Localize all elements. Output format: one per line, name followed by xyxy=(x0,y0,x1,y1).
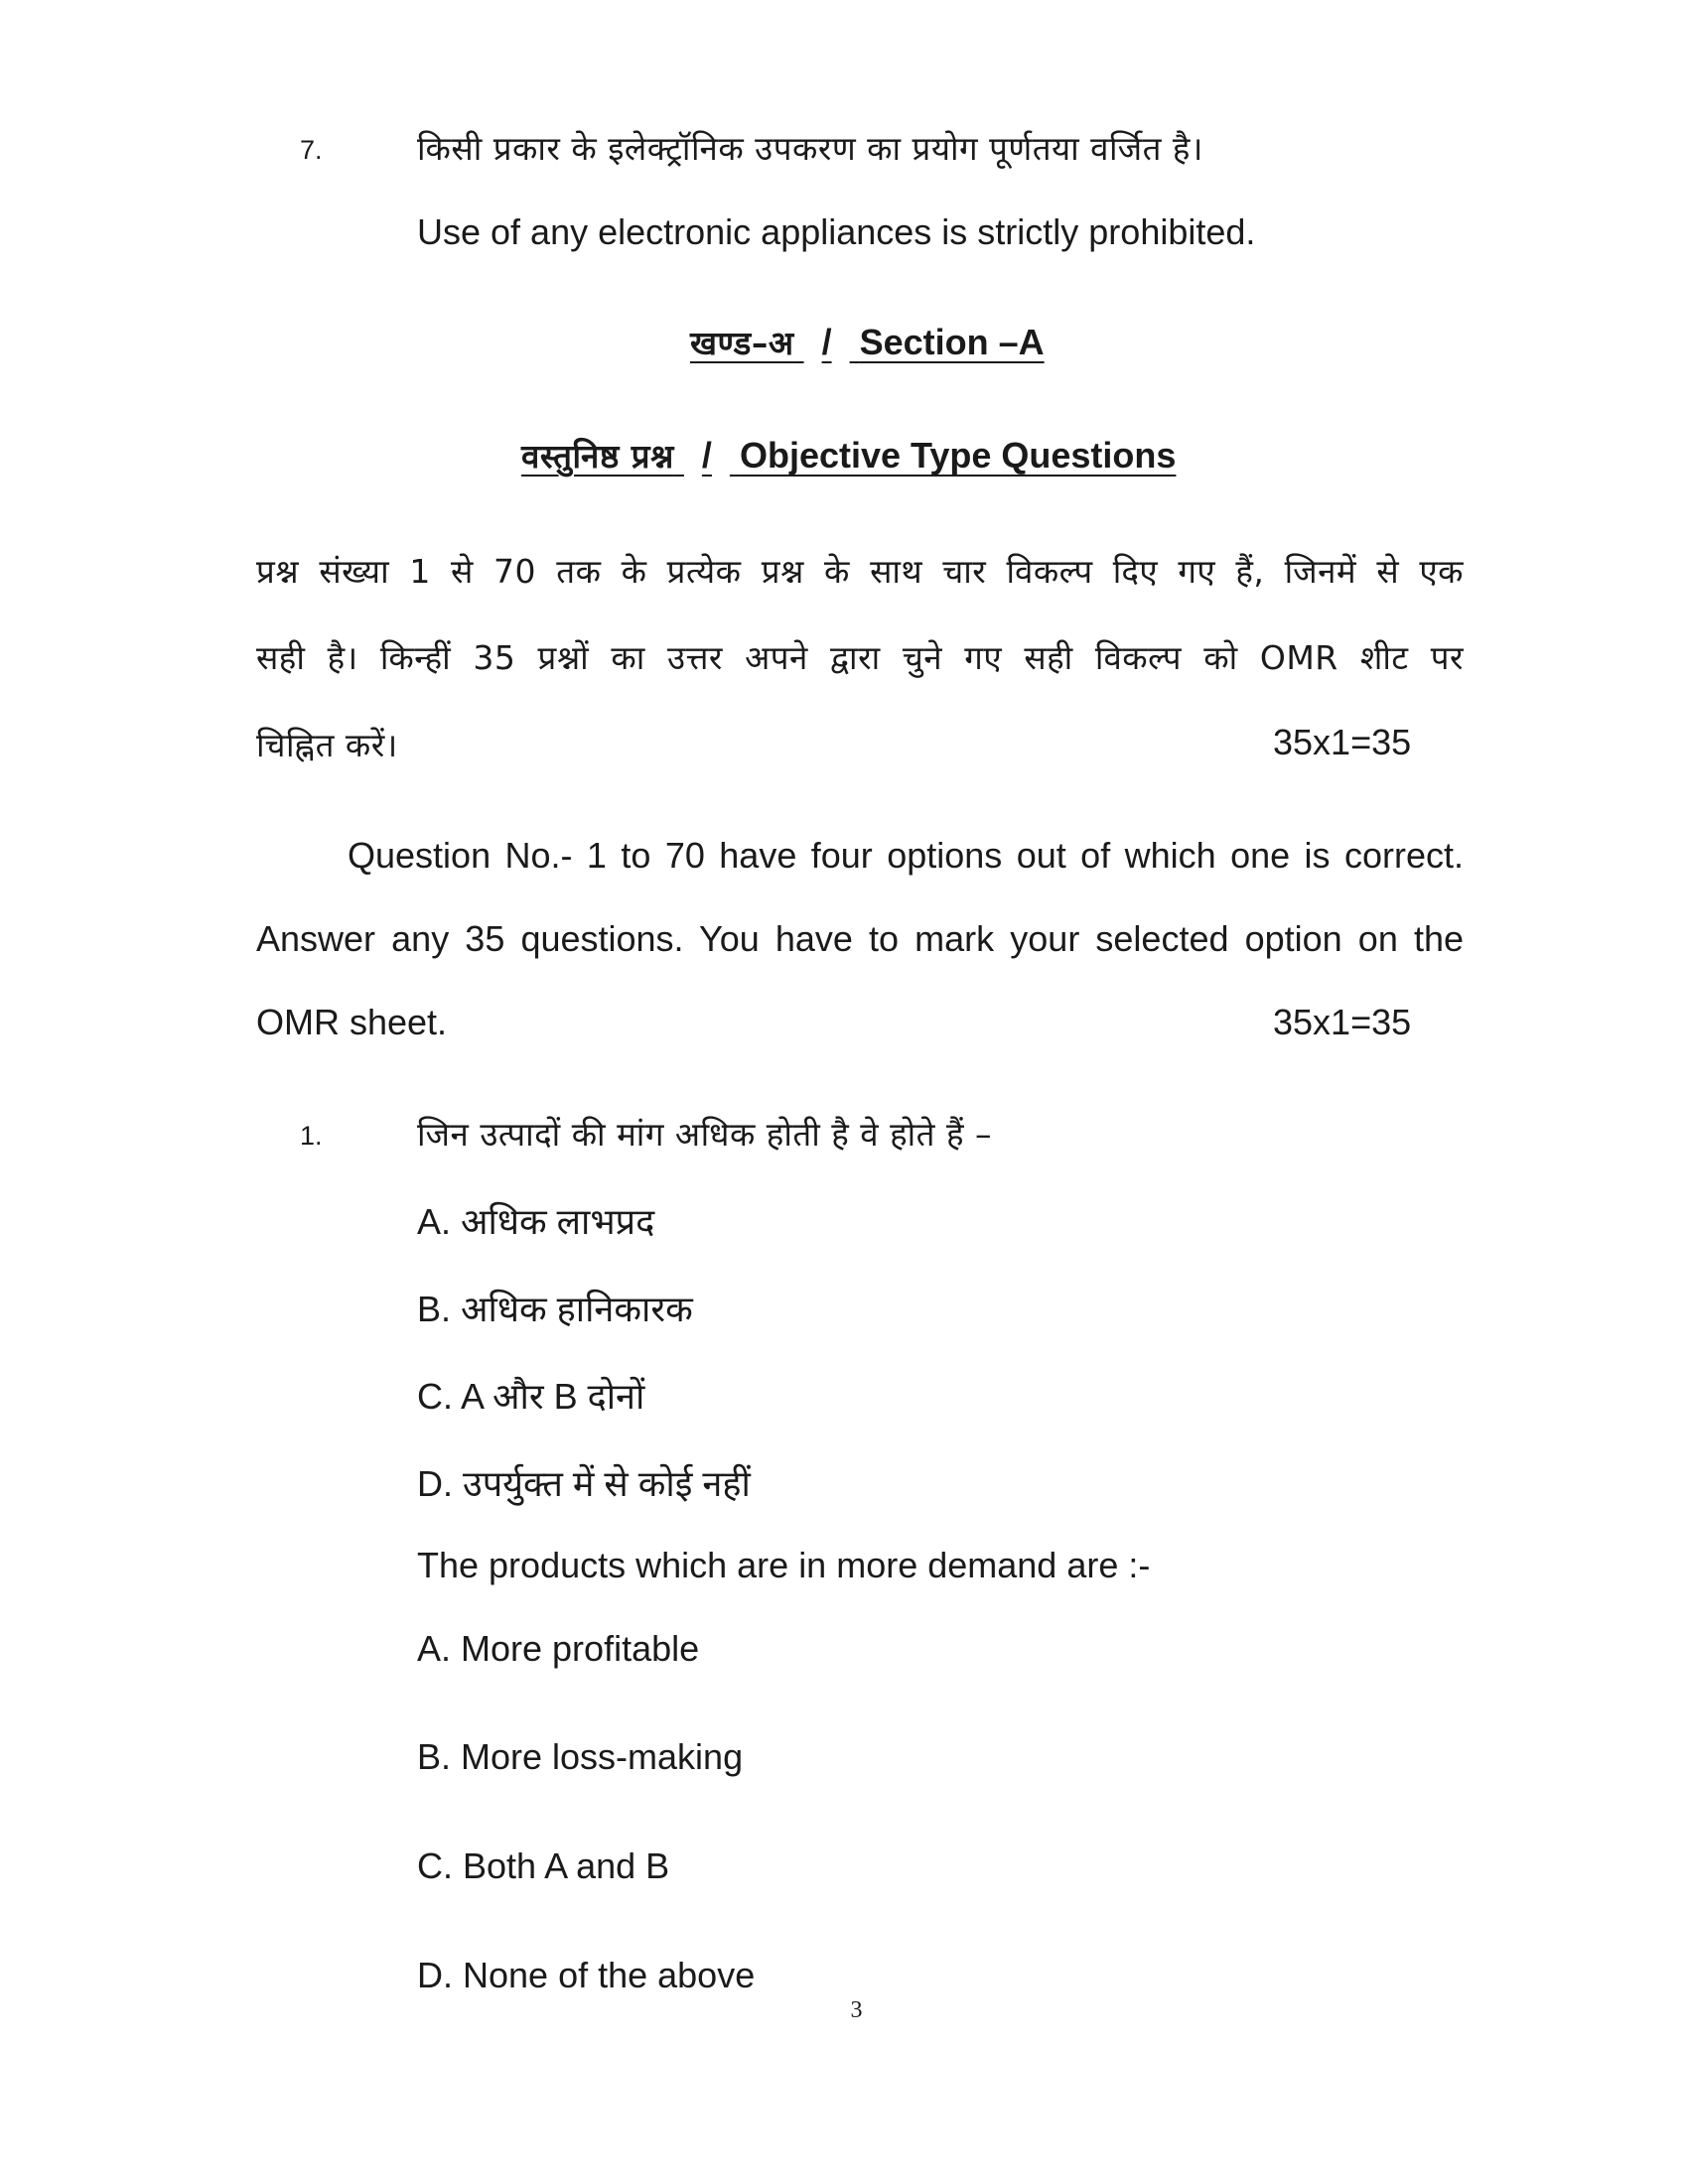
section-heading-hindi: खण्ड–अ xyxy=(690,324,794,362)
section-heading xyxy=(690,320,1045,364)
section-heading-english: Section –A xyxy=(859,322,1045,362)
instruction-english: Use of any electronic appliances is strictly prohibited. xyxy=(417,211,1256,252)
english-instructions-line1: Question No.- 1 to 70 have four options out of which one is correct. xyxy=(348,835,1464,876)
english-instructions-line2: Answer any 35 questions. You have to mark your selected option on the xyxy=(256,918,1464,959)
english-option-d: D. None of the above xyxy=(417,1955,756,1995)
hindi-instructions-line2: सही है। किन्हीं 35 प्रश्नों का उत्तर अपने द्वारा चुने गए सही विकल्प को OMR शीट पर xyxy=(256,638,1464,677)
hindi-option-a: A. अधिक लाभप्रद xyxy=(417,1201,655,1242)
english-instructions-line3: OMR sheet. xyxy=(256,1002,448,1042)
instruction-hindi: किसी प्रकार के इलेक्ट्रॉनिक उपकरण का प्रयोग पूर्णतया वर्जित है। xyxy=(417,129,1203,168)
hindi-option-c: C. A और B दोनों xyxy=(417,1376,645,1417)
instruction-number: 7. xyxy=(300,135,323,165)
question-hindi-text: जिन उत्पादों की मांग अधिक होती है वे होते हैं – xyxy=(417,1115,992,1154)
english-option-a: A. More profitable xyxy=(417,1628,700,1669)
question-type-heading-separator: / xyxy=(701,435,712,476)
question-type-heading xyxy=(521,433,1176,478)
section-heading-separator: / xyxy=(821,322,832,362)
hindi-option-b: B. अधिक हानिकारक xyxy=(417,1289,693,1329)
english-option-c: C. Both A and B xyxy=(417,1845,670,1886)
page-number: 3 xyxy=(850,1997,863,2023)
question-number: 1. xyxy=(300,1121,323,1151)
hindi-option-d: D. उपर्युक्त में से कोई नहीं xyxy=(417,1463,751,1504)
question-type-heading-hindi: वस्तुनिष्ठ प्रश्न xyxy=(521,437,674,476)
hindi-instructions-marks: 35x1=35 xyxy=(1273,722,1412,762)
question-type-heading-english: Objective Type Questions xyxy=(739,435,1177,476)
question-english-text: The products which are in more demand are :- xyxy=(417,1545,1151,1585)
hindi-instructions-line3: चिह्नित करें। xyxy=(256,726,398,764)
hindi-instructions-line1: प्रश्न संख्या 1 से 70 तक के प्रत्येक प्रश्न के साथ चार विकल्प दिए गए हैं, जिनमें से एक xyxy=(256,552,1464,591)
english-instructions-marks: 35x1=35 xyxy=(1273,1002,1412,1042)
english-option-b: B. More loss-making xyxy=(417,1736,744,1777)
